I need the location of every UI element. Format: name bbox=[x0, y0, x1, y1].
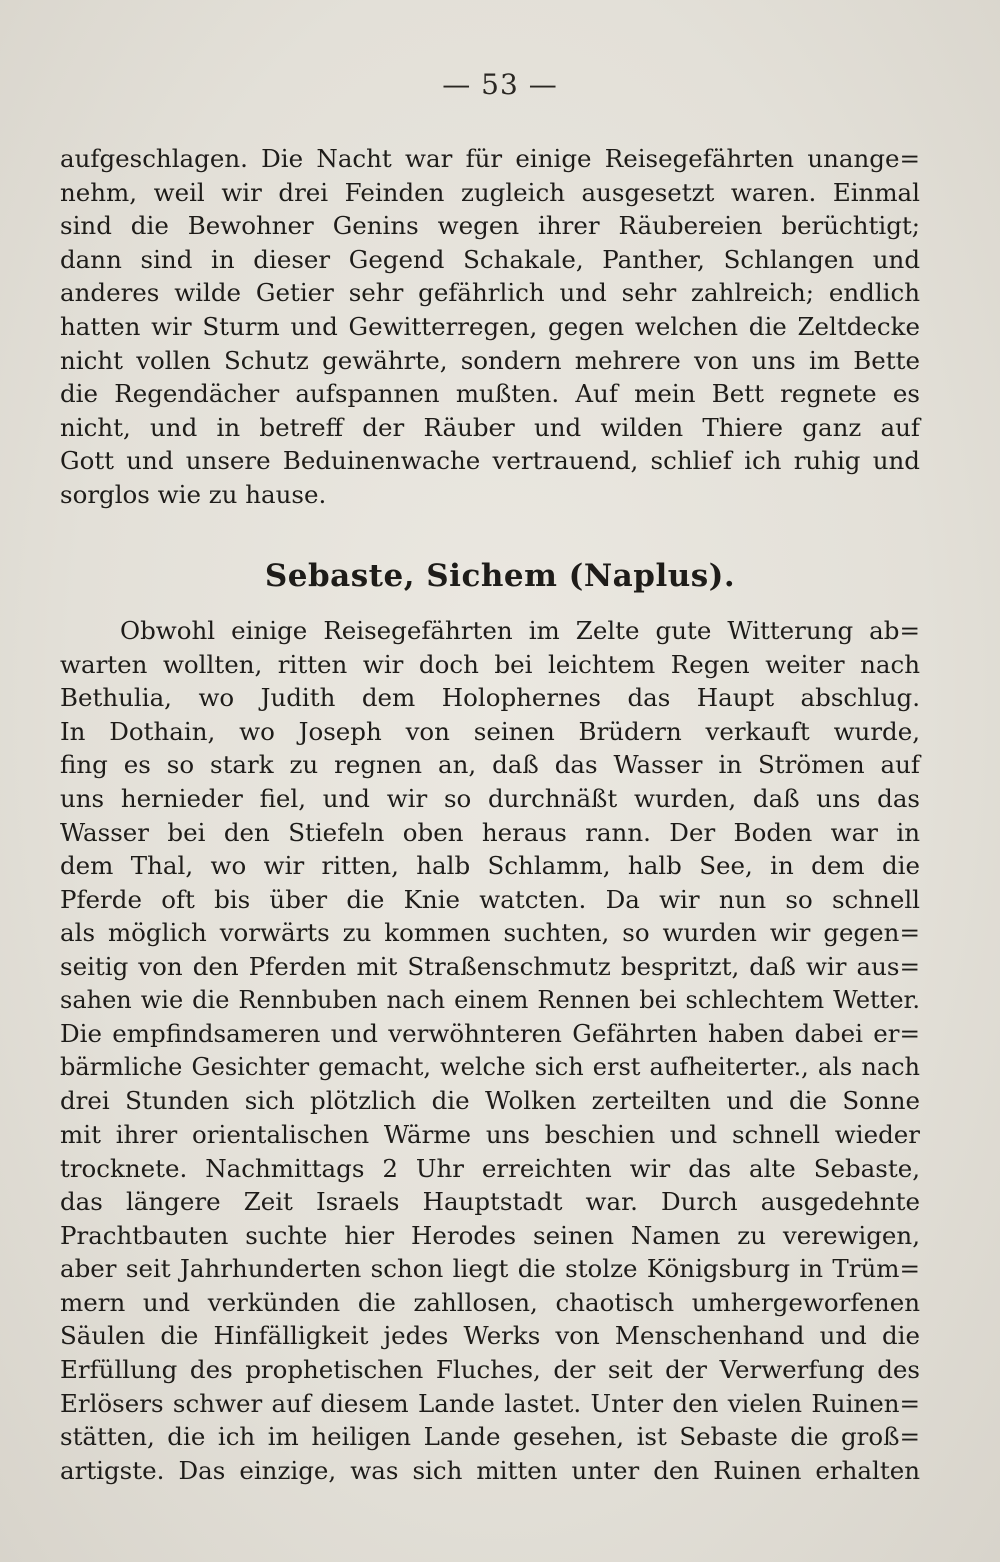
text-line: Wasser bei den Stiefeln oben heraus rann. Der Boden war in bbox=[60, 817, 920, 847]
text-line: Bethulia, wo Judith dem Holophernes das Haupt abschlug. bbox=[60, 683, 920, 713]
text-line: dem Thal, wo wir ritten, halb Schlamm, halb See, in dem die bbox=[60, 851, 920, 881]
text-line: drei Stunden sich plötzlich die Wolken zerteilten und die Sonne bbox=[60, 1086, 920, 1116]
page-number: — 53 — bbox=[442, 68, 558, 101]
text-line: trocknete. Nachmittags 2 Uhr erreichten wir das alte Sebaste, bbox=[60, 1153, 920, 1183]
section-heading: Sebaste, Sichem (Naplus). bbox=[264, 558, 736, 594]
text-line: stätten, die ich im heiligen Lande gesehen, ist Sebaste die groß= bbox=[60, 1422, 920, 1452]
text-line: seitig von den Pferden mit Straßenschmutz bespritzt, daß wir aus= bbox=[60, 951, 920, 981]
text-line: Säulen die Hinfälligkeit jedes Werks von Menschenhand und die bbox=[60, 1321, 920, 1351]
text-line: Erlösers schwer auf diesem Lande lastet. Unter den vielen Ruinen= bbox=[60, 1388, 920, 1418]
text-line: Obwohl einige Reisegefährten im Zelte gute Witterung ab= bbox=[120, 616, 920, 645]
text-line: bärmliche Gesichter gemacht, welche sich erst aufheiterter., als nach bbox=[60, 1052, 920, 1081]
text-line: nehm, weil wir drei Feinden zugleich ausgesetzt waren. Einmal bbox=[60, 177, 920, 207]
text-line: die Regendächer aufspannen mußten. Auf mein Bett regnete es bbox=[60, 379, 920, 409]
text-line: Die empfindsameren und verwöhnteren Gefährten haben dabei er= bbox=[60, 1019, 920, 1049]
text-line: Gott und unsere Beduinenwache vertrauend, schlief ich ruhig und bbox=[60, 446, 920, 476]
text-line: sind die Bewohner Genins wegen ihrer Räubereien berüchtigt; bbox=[60, 211, 920, 241]
text-line: fing es so stark zu regnen an, daß das Wasser in Strömen auf bbox=[60, 750, 920, 780]
paragraph-2 bbox=[60, 614, 920, 1487]
text-line: In Dothain, wo Joseph von seinen Brüdern verkauft wurde, bbox=[60, 716, 920, 746]
text-line: warten wollten, ritten wir doch bei leichtem Regen weiter nach bbox=[60, 649, 920, 679]
text-line: als möglich vorwärts zu kommen suchten, so wurden wir gegen= bbox=[60, 918, 920, 948]
text-line: sahen wie die Rennbuben nach einem Rennen bei schlechtem Wetter. bbox=[60, 985, 920, 1014]
text-line: artigste. Das einzige, was sich mitten unter den Ruinen erhalten bbox=[60, 1455, 920, 1485]
text-line: anderes wilde Getier sehr gefährlich und sehr zahlreich; endlich bbox=[60, 278, 920, 308]
text-line: hatten wir Sturm und Gewitterregen, gegen welchen die Zeltdecke bbox=[60, 311, 920, 341]
text-line: mit ihrer orientalischen Wärme uns beschien und schnell wieder bbox=[60, 1119, 920, 1149]
text-line: nicht, und in betreff der Räuber und wilden Thiere ganz auf bbox=[60, 412, 920, 442]
text-line: Erfüllung des prophetischen Fluches, der seit der Verwerfung des bbox=[60, 1355, 920, 1385]
text-line: uns hernieder fiel, und wir so durchnäßt wurden, daß uns das bbox=[60, 783, 920, 813]
text-line: aufgeschlagen. Die Nacht war für einige Reisegefährten unange= bbox=[60, 144, 920, 173]
text-line: sorglos wie zu hause. bbox=[60, 479, 327, 509]
text-line: dann sind in dieser Gegend Schakale, Panther, Schlangen und bbox=[60, 244, 920, 274]
text-line: aber seit Jahrhunderten schon liegt die stolze Königsburg in Trüm= bbox=[60, 1254, 920, 1284]
text-line: Prachtbauten suchte hier Herodes seinen Namen zu verewigen, bbox=[60, 1220, 920, 1250]
text-line: mern und verkünden die zahllosen, chaotisch umhergeworfenen bbox=[60, 1287, 920, 1317]
text-line: nicht vollen Schutz gewährte, sondern mehrere von uns im Bette bbox=[60, 345, 920, 375]
text-line: Pferde oft bis über die Knie watcten. Da wir nun so schnell bbox=[60, 884, 920, 914]
text-line: das längere Zeit Israels Hauptstadt war. Durch ausgedehnte bbox=[60, 1187, 920, 1217]
paragraph-1 bbox=[60, 142, 920, 512]
